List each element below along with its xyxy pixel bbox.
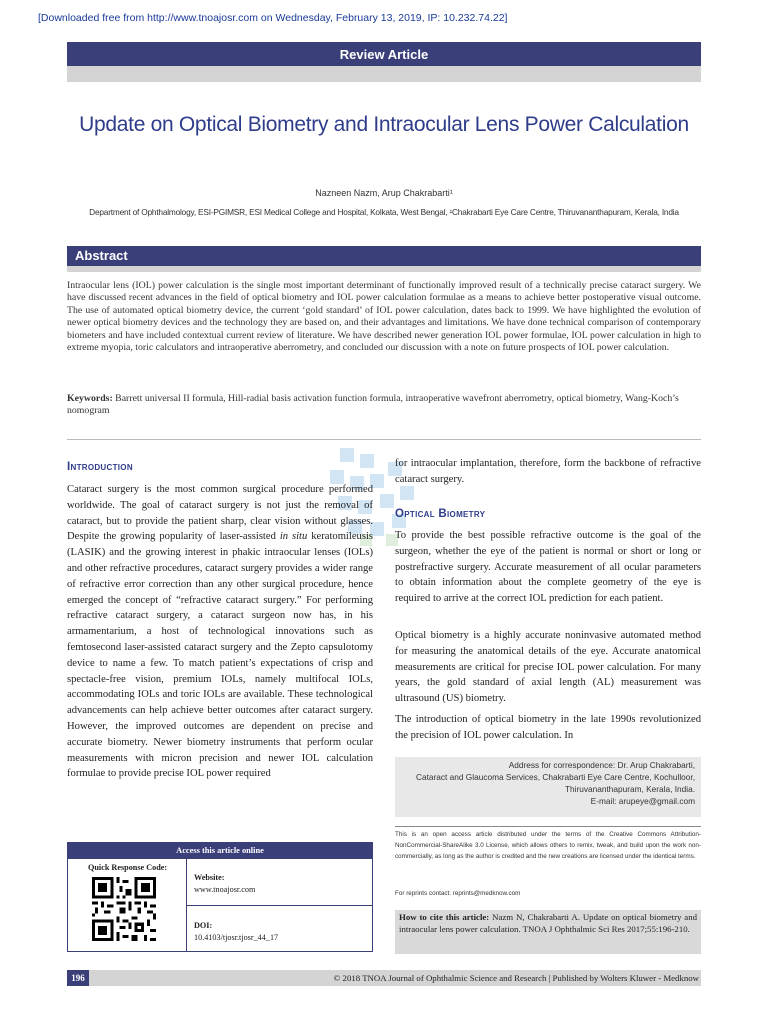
- optical-biometry-heading: Optical Biometry: [395, 508, 486, 520]
- optical-biometry-para-1: To provide the best possible refractive outcome is the goal of the surgeon, whether the eye of the patient is normal or short or long or postrefractive surgery. Accurate measurement of all ocular parameters to obtain information about the complete geometry of the eye is required to arrive at the correct IOL prediction for each patient.: [395, 530, 701, 605]
- qr-code-icon[interactable]: [92, 877, 156, 941]
- header-grey-band: [67, 66, 701, 82]
- divider: [67, 439, 701, 440]
- abstract-grey-band: [67, 266, 701, 272]
- introduction-heading: Introduction: [67, 461, 133, 473]
- keywords-label: Keywords:: [67, 393, 113, 404]
- access-article-box: [67, 842, 373, 952]
- doi-link[interactable]: 10.4103/tjosr.tjosr_44_17: [194, 933, 279, 942]
- intro-text-part: Cataract surgery is the most common surgical procedure performed worldwide. The goal of cataract surgery is not just the removal of cataract, but to provide the patient sharp, clear vision without glasses. Despite the growing popularity of laser-assisted: [67, 484, 373, 543]
- correspondence-line: Address for correspondence: Dr. Arup Chakrabarti,: [508, 760, 695, 770]
- website-label: Website:: [194, 873, 225, 882]
- optical-biometry-para-3: The introduction of optical biometry in the late 1990s revolutionized the precision of IOL power calculation. In: [395, 714, 701, 741]
- abstract-text: Intraocular lens (IOL) power calculation is the single most important determinant of functionally improved result of a technically precise cataract surgery. We have discussed recent advances in the field of optical biometry and IOL power calculation formulae as a means to achieve better postoperative visual outcome. The use of automated optical biometry device, the current ‘gold standard’ of IOL power calculation, dates back to 1999. We have highlighted the evolution of newer optical biometry devices and the technology they are based on, and their advantages and limitations. We have done technical comparison of contemporary biometers and have included contextual current review of literature. We have described newer generation IOL power formulae, IOL power calculation in high to extreme myopia, toric calculators and intraoperative aberrometry, and concluded our discussion with a note on future prospects of IOL power calculation.: [67, 280, 701, 354]
- abstract-heading: Abstract: [75, 248, 128, 263]
- intro-continuation: for intraocular implantation, therefore, form the backbone of refractive cataract surgery.: [395, 458, 701, 485]
- license-divider: [395, 826, 701, 827]
- page-number: 196: [67, 970, 89, 986]
- optical-biometry-para-2: Optical biometry is a highly accurate noninvasive automated method for measuring the anatomical details of the eye. Accurate anatomical measurements are critical for precise IOL power calculation. For many years, the gold standard of axial length (AL) measurement was ultrasound (US) biometry.: [395, 630, 701, 705]
- correspondence-line: Thiruvananthapuram, Kerala, India.: [564, 784, 695, 794]
- correspondence-line: Cataract and Glaucoma Services, Chakrabarti Eye Care Centre, Kochulloor,: [416, 772, 695, 782]
- cite-text: Nazm N, Chakrabarti A. Update on optical biometry and intraocular lens power calculation. TNOA J Ophthalmic Sci Res 2017;55:196-210.: [399, 912, 697, 934]
- article-title: Update on Optical Biometry and Intraocular Lens Power Calculation: [79, 113, 689, 136]
- footer-copyright: © 2018 TNOA Journal of Ophthalmic Science and Research | Published by Wolters Kluwer - Medknow: [333, 973, 699, 983]
- keywords: [67, 393, 701, 418]
- access-heading: Access this article online: [68, 843, 372, 859]
- how-to-cite-box: [395, 910, 701, 954]
- download-notice: [Downloaded free from http://www.tnoajosr.com on Wednesday, February 13, 2019, IP: 10.232.74.22]: [38, 12, 508, 24]
- affiliation: Department of Ophthalmology, ESI-PGIMSR, ESI Medical College and Hospital, Kolkata, West Bengal, ¹Chakrabarti Eye Care Centre, Thiruvananthapuram, Kerala, India: [89, 207, 679, 217]
- doi-label: DOI:: [194, 921, 213, 930]
- access-divider-horizontal: [186, 905, 373, 906]
- article-type-label: Review Article: [339, 46, 429, 62]
- abstract-header: [67, 246, 701, 266]
- introduction-text: [67, 482, 373, 782]
- website-link[interactable]: www.tnoajosr.com: [194, 885, 256, 894]
- authors: Nazneen Nazm, Arup Chakrabarti¹: [315, 188, 453, 198]
- qr-label: Quick Response Code:: [88, 863, 168, 872]
- license-text: This is an open access article distributed under the terms of the Creative Commons Attribution-NonCommercial-ShareAlike 3.0 License, which allows others to remix, tweak, and build upon the work non-commercially, as long as the author is credited and the new creations are licensed under the identical terms.: [395, 831, 701, 860]
- cite-label: How to cite this article:: [399, 912, 490, 922]
- correspondence-email[interactable]: E-mail: arupeye@gmail.com: [590, 796, 695, 806]
- keywords-text: Barrett universal II formula, Hill-radial basis activation function formula, intraoperative wavefront aberrometry, optical biometry, Wang-Koch’s nomogram: [67, 393, 679, 417]
- reprints-contact: For reprints contact: reprints@medknow.com: [395, 890, 521, 897]
- intro-text-part: keratomileusis (LASIK) and the growing interest in phakic intraocular lenses (IOLs) and other refractive procedures, cataract surgery provides a wider range of refractive error correction than any other surgical procedure, hence emerged the concept of “refractive cataract surgery.” For performing refractive cataract surgery, a cataract surgeon now has, in his armamentarium, a host of technological innovations such as femtosecond laser-assisted cataract surgery and the Zepto capsulotomy device to name a few. To match patient’s expectations of crisp and spectacle-free vision, premium IOLs, namely multifocal IOLs, accommodating IOLs and toric IOLs are available. These technological advancements can help achieve better outcomes after cataract surgery. However, the improved outcomes are dependent on precise and accurate biometry. Newer biometry instruments that perform ocular measurements with micron precision and newer IOL calculation formulae to provide precise IOL power required: [67, 531, 374, 780]
- correspondence-box: [395, 757, 701, 817]
- intro-italic-term: in situ: [279, 531, 308, 543]
- article-type-banner: [67, 42, 701, 66]
